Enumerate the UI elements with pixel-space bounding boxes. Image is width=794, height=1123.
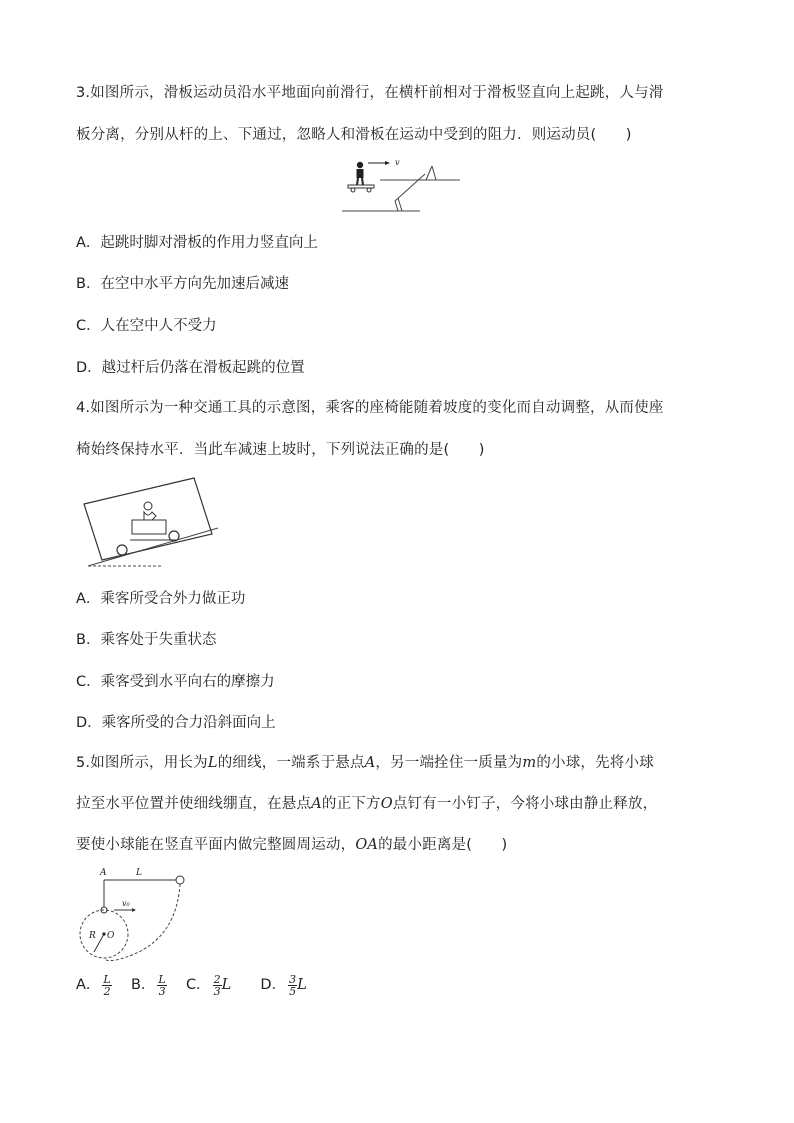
q5-line3-part-b: 的最小距离是( ) [378, 837, 508, 853]
q5-option-a-fraction [102, 974, 111, 997]
q5-option-c-var: L [221, 977, 232, 993]
q3-option-a: A．起跳时脚对滑板的作用力竖直向上 [76, 235, 318, 251]
q5-option-a-numerator: L [103, 972, 111, 986]
q3-option-b: B．在空中水平方向先加速后减速 [76, 276, 289, 292]
q5-option-d-var: L [297, 977, 307, 993]
q5-pendulum-figure [76, 866, 196, 966]
q5-line1-part-b: 的细线，一端系于悬点 [217, 755, 365, 771]
q3-text-line2: 板分离，分别从杆的上、下通过，忽略人和滑板在运动中受到的阻力．则运动员( ) [76, 127, 632, 143]
q5-option-c-label: C． [185, 977, 211, 993]
q5-text-line2 [76, 792, 657, 813]
q5-line3-part-a: 要使小球能在竖直平面内做完整圆周运动， [76, 837, 356, 853]
q3-text-line1: 3.如图所示，滑板运动员沿水平地面向前滑行，在横杆前相对于滑板竖直向上起跳，人与滑 [76, 85, 664, 101]
q3-option-d: D．越过杆后仍落在滑板起跳的位置 [76, 360, 305, 376]
q5-var-OA: OA [355, 837, 379, 853]
q5-line2-part-a: 拉至水平位置并使细线绷直，在悬点 [76, 796, 312, 812]
q5-fig-label-A: A [100, 868, 107, 878]
q5-option-d-denominator: 5 [289, 984, 297, 998]
q4-option-c: C．乘客受到水平向右的摩擦力 [76, 674, 275, 690]
q5-fig-label-R: R [89, 931, 96, 941]
q5-var-m: m [522, 755, 537, 771]
q4-option-a: A．乘客所受合外力做正功 [76, 591, 246, 607]
q5-var-A: A [364, 755, 376, 771]
q5-fig-label-O: O [107, 931, 115, 941]
q5-option-c-numerator: 2 [213, 972, 221, 986]
q4-vehicle-figure [78, 476, 224, 572]
q5-var-A-2: A [311, 796, 322, 812]
q3-skateboard-figure [340, 156, 464, 214]
q5-line2-part-b: 的正下方 [321, 796, 381, 812]
q3-velocity-label: v [395, 158, 400, 167]
q5-fig-label-v0: v₀ [122, 899, 130, 908]
q5-var-O: O [380, 796, 393, 812]
q5-option-a-label: A． [76, 977, 101, 993]
q3-option-c: C．人在空中人不受力 [76, 318, 217, 334]
q4-text-line2: 椅始终保持水平．当此车减速上坡时，下列说法正确的是( ) [76, 442, 485, 458]
q5-option-b-label: B． [130, 977, 156, 993]
q5-option-b-fraction [157, 974, 166, 997]
q5-text-line1 [76, 751, 654, 772]
q5-text-line3 [76, 833, 507, 854]
q5-option-b-denominator: 3 [158, 984, 166, 998]
q5-line1-part-d: 的小球，先将小球 [536, 755, 654, 771]
q4-option-d: D．乘客所受的合力沿斜面向上 [76, 715, 276, 731]
q5-option-a-denominator: 2 [103, 984, 111, 998]
q5-option-d-numerator: 3 [289, 972, 297, 986]
q5-line1-part-a: 5.如图所示，用长为 [76, 755, 208, 771]
q5-option-d-label: D． [260, 977, 287, 993]
q5-option-b-numerator: L [158, 972, 166, 986]
q5-option-d-fraction [288, 974, 297, 997]
q5-option-c-fraction [213, 974, 222, 997]
q5-option-c-denominator: 3 [213, 984, 221, 998]
q4-text-line1: 4.如图所示为一种交通工具的示意图，乘客的座椅能随着坡度的变化而自动调整，从而使座 [76, 400, 664, 416]
q5-line1-part-c: ，另一端拴住一质量为 [375, 755, 523, 771]
q5-line2-part-c: 点钉有一小钉子，今将小球由静止释放， [392, 796, 658, 812]
q5-answer-options [76, 973, 307, 997]
q4-option-b: B．乘客处于失重状态 [76, 632, 217, 648]
q5-var-L: L [207, 755, 218, 771]
q5-fig-label-L: L [136, 868, 142, 878]
